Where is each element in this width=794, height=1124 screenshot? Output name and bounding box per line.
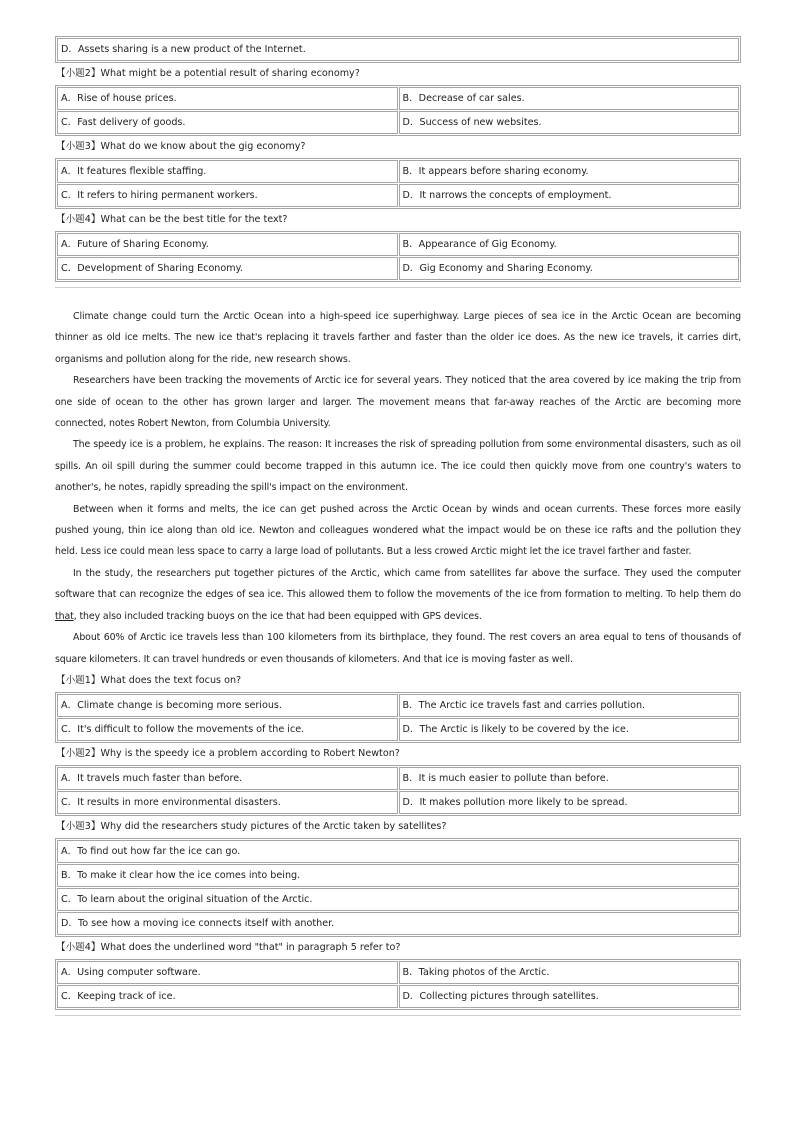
option-b[interactable]: B．It appears before sharing economy.: [399, 160, 740, 183]
set1-q4-options: [55, 231, 741, 282]
question-prompt: 【小题3】What do we know about the gig economy?: [56, 141, 306, 152]
option-d[interactable]: D．Gig Economy and Sharing Economy.: [399, 257, 740, 280]
paragraph-3: The speedy ice is a problem, he explains. The reason: It increases the risk of spreading pollution from some environmental disasters, such as oil spills. An oil spill during the summer could become trapped in this autumn ice. The ice could then quickly move from one country's waters to another's, he notes, rapidly spreading the spill's impact on the environment.: [55, 439, 741, 494]
exam-page: [55, 36, 741, 1016]
option-c[interactable]: C．It refers to hiring permanent workers.: [57, 184, 398, 207]
option-a[interactable]: A．To find out how far the ice can go.: [57, 840, 739, 863]
option-a[interactable]: A．Climate change is becoming more serious.: [57, 694, 398, 717]
option-d[interactable]: D．The Arctic is likely to be covered by the ice.: [399, 718, 740, 741]
option-d[interactable]: D．Assets sharing is a new product of the Internet.: [57, 38, 739, 61]
paragraph-2: Researchers have been tracking the movements of Arctic ice for several years. They noticed that the area covered by ice making the trip from one side of ocean to the other has grown larger and larger. The movement means that far-away reaches of the Arctic are becoming more connected, notes Robert Newton, from Columbia University.: [55, 375, 741, 430]
paragraph-4: Between when it forms and melts, the ice can get pushed across the Arctic Ocean by winds and ocean currents. These forces more easily pushed young, thin ice along than old ice. Newton and colleagues wondered what the impact would be on these ice rafts and the pollution they held. Less ice could mean less space to carry a large load of pollutants. But a less crowed Arctic might let the ice travel farther and faster.: [55, 503, 741, 558]
set1-q1-options: [55, 36, 741, 63]
paragraph-6: About 60% of Arctic ice travels less than 100 kilometers from its birthplace, they found. The rest covers an area equal to tens of thousands of square kilometers. It can travel hundreds or even thousands of kilometers. And that ice is moving faster as well.: [55, 632, 741, 665]
set2-q3-options: [55, 838, 741, 937]
paragraph-1: Climate change could turn the Arctic Ocean into a high-speed ice superhighway. Large pieces of sea ice in the Arctic Ocean are becoming thinner as old ice melts. The new ice that's replacing it travels farther and faster than the older ice does. As the new ice travels, it carries dirt, organisms and pollution along for the ride, new research shows.: [55, 311, 741, 365]
set2-q1-options: [55, 692, 741, 743]
reading-passage: [55, 306, 741, 670]
paragraph-5: [55, 563, 741, 627]
question-prompt: 【小题2】Why is the speedy ice a problem according to Robert Newton?: [56, 747, 400, 759]
option-c[interactable]: C．To learn about the original situation of the Arctic.: [57, 888, 739, 911]
paragraph-5-text: , they also included tracking buoys on the ice that had been equipped with GPS devices.: [73, 610, 482, 622]
option-c[interactable]: C．Development of Sharing Economy.: [57, 257, 398, 280]
section-divider: [55, 287, 741, 288]
option-b[interactable]: B．Decrease of car sales.: [399, 87, 740, 110]
option-c[interactable]: C．It's difficult to follow the movements of the ice.: [57, 718, 398, 741]
option-a[interactable]: A．Rise of house prices.: [57, 87, 398, 110]
paragraph-5-text: In the study, the researchers put together pictures of the Arctic, which came from satellites far above the surface. They used the computer software that can recognize the edges of sea ice. This allowed them to follow the movements of the ice from formation to melting. To help them do: [55, 567, 741, 601]
option-a[interactable]: A．Future of Sharing Economy.: [57, 233, 398, 256]
option-d[interactable]: D．It narrows the concepts of employment.: [399, 184, 740, 207]
underlined-word: that: [55, 610, 74, 622]
set1-q3-options: [55, 158, 741, 209]
set2-q2-options: [55, 765, 741, 816]
option-c[interactable]: C．Fast delivery of goods.: [57, 111, 398, 134]
option-d[interactable]: D．To see how a moving ice connects itself with another.: [57, 912, 739, 935]
option-d[interactable]: D．It makes pollution more likely to be spread.: [399, 791, 740, 814]
option-b[interactable]: B．It is much easier to pollute than before.: [399, 767, 740, 790]
option-a[interactable]: A．Using computer software.: [57, 961, 398, 984]
option-a[interactable]: A．It travels much faster than before.: [57, 767, 398, 790]
option-c[interactable]: C．It results in more environmental disasters.: [57, 791, 398, 814]
question-prompt: 【小题2】What might be a potential result of sharing economy?: [56, 68, 360, 79]
question-prompt: 【小题3】Why did the researchers study pictures of the Arctic taken by satellites?: [56, 820, 447, 832]
set1-q2-options: [55, 85, 741, 136]
option-b[interactable]: B．To make it clear how the ice comes into being.: [57, 864, 739, 887]
question-prompt: 【小题4】What can be the best title for the text?: [56, 214, 288, 225]
question-prompt: 【小题1】What does the text focus on?: [56, 674, 242, 686]
option-a[interactable]: A．It features flexible staffing.: [57, 160, 398, 183]
option-b[interactable]: B．Appearance of Gig Economy.: [399, 233, 740, 256]
option-c[interactable]: C．Keeping track of ice.: [57, 985, 398, 1008]
option-d[interactable]: D．Success of new websites.: [399, 111, 740, 134]
set2-q4-options: [55, 959, 741, 1010]
option-d[interactable]: D．Collecting pictures through satellites.: [399, 985, 740, 1008]
option-b[interactable]: B．Taking photos of the Arctic.: [399, 961, 740, 984]
question-prompt: 【小题4】What does the underlined word "that" in paragraph 5 refer to?: [56, 941, 401, 953]
section-divider: [55, 1015, 741, 1016]
option-b[interactable]: B．The Arctic ice travels fast and carries pollution.: [399, 694, 740, 717]
